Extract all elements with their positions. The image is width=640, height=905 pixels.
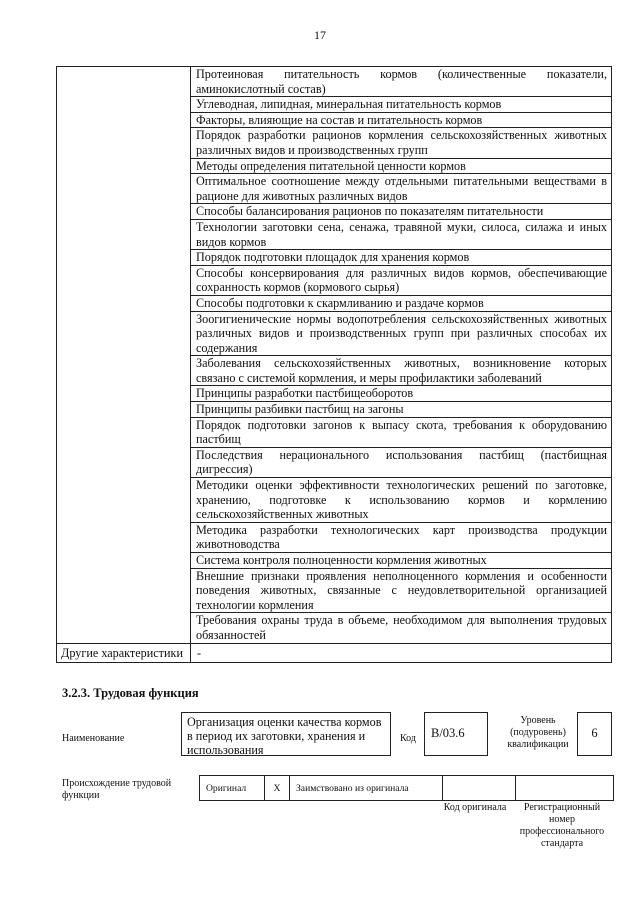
requirement-item: Протеиновая питательность кормов (количественные показатели, аминокислотный состав) bbox=[191, 67, 611, 97]
code-value-box: B/03.6 bbox=[424, 712, 488, 756]
origin-label: Происхождение трудовой функции bbox=[62, 778, 172, 801]
requirement-item: Технологии заготовки сена, сенажа, травяной муки, силоса, силажа и иных видов кормов bbox=[191, 220, 611, 250]
other-characteristics-value-cell bbox=[191, 643, 612, 663]
requirement-item: Методики оценки эффективности технологических решений по заготовке, хранению, подготовке к использованию кормов и кормлению сельскохозяйственных животных bbox=[191, 478, 611, 523]
requirements-list bbox=[191, 67, 611, 643]
knowledge-label-cell bbox=[57, 67, 191, 644]
other-characteristics-label-cell bbox=[57, 643, 191, 663]
requirement-item: Способы консервирования для различных видов кормов, обеспечивающие сохранность кормов (кормового сырья) bbox=[191, 266, 611, 296]
requirement-item: Углеводная, липидная, минеральная питательность кормов bbox=[191, 97, 611, 113]
requirement-item: Порядок подготовки загонов к выпасу скота, требования к оборудованию пастбищ bbox=[191, 418, 611, 448]
requirement-item: Оптимальное соотношение между отдельными питательными веществами в рационе для животных различных видов bbox=[191, 174, 611, 204]
code-original-cell bbox=[443, 776, 516, 801]
requirement-item: Требования охраны труда в объеме, необходимом для выполнения трудовых обязанностей bbox=[196, 613, 607, 642]
requirement-item: Методы определения питательной ценности кормов bbox=[191, 159, 611, 175]
knowledge-table bbox=[56, 66, 612, 663]
section-title: 3.2.3. Трудовая функция bbox=[62, 686, 199, 700]
requirement-item: Принципы разработки пастбищеоборотов bbox=[191, 386, 611, 402]
level-label: Уровень (подуровень) квалификации bbox=[507, 715, 569, 750]
requirement-item: Принципы разбивки пастбищ на загоны bbox=[191, 402, 611, 418]
requirement-item: Система контроля полноценности кормления животных bbox=[191, 553, 611, 569]
original-label: Оригинал bbox=[200, 776, 265, 801]
requirement-item: Способы балансирования рационов по показателям питательности bbox=[191, 204, 611, 220]
requirement-item: Способы подготовки к скармливанию и раздаче кормов bbox=[191, 296, 611, 312]
requirement-item: Внешние признаки проявления неполноценного кормления и особенности поведения животных, связанные с неудовлетворительной организацией технологии кормления bbox=[191, 569, 611, 614]
requirement-item: Зоогигиенические нормы водопотребления сельскохозяйственных животных различных видов и производственных групп при различных способах их содержания bbox=[191, 312, 611, 357]
requirement-item: Методика разработки технологических карт производства продукции животноводства bbox=[191, 523, 611, 553]
other-characteristics-value: - bbox=[197, 645, 202, 660]
level-value-box: 6 bbox=[577, 712, 612, 756]
reg-number-caption: Регистрационный номер профессионального стандарта bbox=[519, 802, 605, 849]
borrowed-label: Заимствовано из оригинала bbox=[290, 776, 443, 801]
requirement-item: Факторы, влияющие на состав и питательность кормов bbox=[191, 113, 611, 129]
page-number: 17 bbox=[314, 28, 326, 42]
requirement-item: Порядок разработки рационов кормления сельскохозяйственных животных различных видов и производственных групп bbox=[191, 128, 611, 158]
requirement-item: Последствия нерационального использования пастбищ (пастбищная дигрессия) bbox=[191, 448, 611, 478]
knowledge-list-cell bbox=[191, 67, 612, 644]
function-name-box: Организация оценки качества кормов в период их заготовки, хранения и использования bbox=[181, 712, 391, 756]
origin-table bbox=[199, 775, 614, 801]
requirement-item: Заболевания сельскохозяйственных животных, возникновение которых связано с системой кормления, и меры профилактики заболеваний bbox=[191, 356, 611, 386]
name-label: Наименование bbox=[62, 733, 125, 744]
requirement-item: Порядок подготовки площадок для хранения кормов bbox=[191, 250, 611, 266]
reg-number-cell bbox=[516, 776, 614, 801]
code-label: Код bbox=[400, 733, 416, 744]
code-original-caption: Код оригинала bbox=[443, 802, 507, 813]
original-mark: X bbox=[265, 776, 290, 801]
other-characteristics-label: Другие характеристики bbox=[61, 645, 183, 660]
